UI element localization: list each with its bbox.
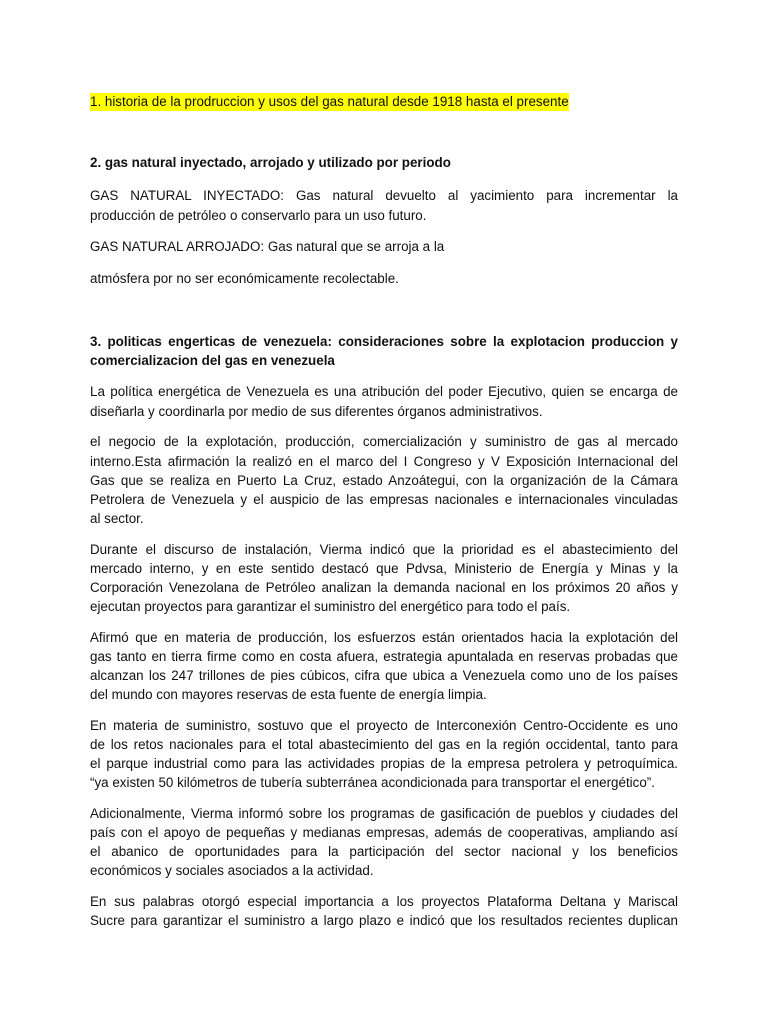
paragraph-4-line-4: del mundo con mayores reservas de esta fuente de energía limpia. <box>90 687 487 702</box>
paragraph-6-line-1: Adicionalmente, Vierma informó sobre los programas de gasificación de pueblos y ciudades del <box>90 806 678 821</box>
paragraph-2-line-4: Petrolera de Venezuela y el auspicio de las empresas nacionales e internacionales vinculadas <box>90 492 678 507</box>
paragraph-2-line-3: Gas que se realiza en Puerto La Cruz, estado Anzoátegui, con la organización de la Cámara <box>90 473 678 488</box>
paragraph-5-line-1: En materia de suministro, sostuvo que el proyecto de Interconexión Centro-Occidente es uno <box>90 718 678 733</box>
definition-arrojado-line-1: GAS NATURAL ARROJADO: Gas natural que se arroja a la <box>90 239 445 254</box>
paragraph-3-line-2: mercado interno, y en este sentido destacó que Pdvsa, Ministerio de Energía y Minas y la <box>90 561 678 576</box>
definition-arrojado-line-2: atmósfera por no ser económicamente recolectable. <box>90 271 399 286</box>
heading-1 <box>90 92 569 112</box>
paragraph-3-line-1: Durante el discurso de instalación, Vierma indicó que la prioridad es el abastecimiento del <box>90 542 678 557</box>
paragraph-6-line-3: el abanico de oportunidades para la participación del sector nacional y los beneficios <box>90 844 678 859</box>
paragraph-2-line-5: al sector. <box>90 511 144 526</box>
paragraph-4-line-3: alcanzan los 247 trillones de pies cúbicos, cifra que ubica a Venezuela como uno de los países <box>90 668 678 683</box>
paragraph-5-line-4: “ya existen 50 kilómetros de tubería subterránea acondicionada para transportar el energético”. <box>90 775 655 790</box>
paragraph-4-line-2: gas tanto en tierra firme como en costa afuera, estrategia apuntalada en reservas probadas que <box>90 649 678 664</box>
heading-2: 2. gas natural inyectado, arrojado y utilizado por periodo <box>90 155 451 170</box>
paragraph-3-line-3: Corporación Venezolana de Petróleo analizan la demanda nacional en los próximos 20 años y <box>90 580 678 595</box>
paragraph-7-line-1: En sus palabras otorgó especial importancia a los proyectos Plataforma Deltana y Mariscal <box>90 894 678 909</box>
paragraph-2-line-2: interno.Esta afirmación la realizó en el marco del I Congreso y V Exposición Internacional del <box>90 454 678 469</box>
paragraph-1-line-1: La política energética de Venezuela es una atribución del poder Ejecutivo, quien se encarga de <box>90 384 678 399</box>
paragraph-4-line-1: Afirmó que en materia de producción, los esfuerzos están orientados hacia la explotación del <box>90 630 678 645</box>
heading-1-highlight: 1. historia de la prodruccion y usos del gas natural desde 1918 hasta el presente <box>90 94 569 109</box>
paragraph-5-line-2: de los retos nacionales para el total abastecimiento del gas en la región occidental, tanto para <box>90 737 678 752</box>
paragraph-1-line-2: diseñarla y coordinarla por medio de sus diferentes órganos administrativos. <box>90 404 543 419</box>
paragraph-7-line-2: Sucre para garantizar el suministro a largo plazo e indicó que los resultados recientes duplican <box>90 913 678 928</box>
paragraph-5-line-3: el parque industrial como para las actividades propias de la empresa petrolera y petroquímica. <box>90 756 678 771</box>
heading-3-line-2: comercializacion del gas en venezuela <box>90 353 335 368</box>
paragraph-3-line-4: ejecutan proyectos para garantizar el suministro del energético para todo el país. <box>90 599 571 614</box>
definition-inyectado-line-2: producción de petróleo o conservarlo para un uso futuro. <box>90 208 427 223</box>
paragraph-6-line-4: económicos y sociales asociados a la actividad. <box>90 863 374 878</box>
definition-inyectado-line-1: GAS NATURAL INYECTADO: Gas natural devuelto al yacimiento para incrementar la <box>90 188 678 203</box>
heading-3-line-1: 3. politicas engerticas de venezuela: consideraciones sobre la explotacion produccion y <box>90 334 678 349</box>
document-page <box>90 0 678 1024</box>
paragraph-2-line-1: el negocio de la explotación, producción, comercialización y suministro de gas al mercado <box>90 434 678 449</box>
paragraph-6-line-2: país con el apoyo de pequeñas y medianas empresas, además de cooperativas, ampliando así <box>90 825 678 840</box>
